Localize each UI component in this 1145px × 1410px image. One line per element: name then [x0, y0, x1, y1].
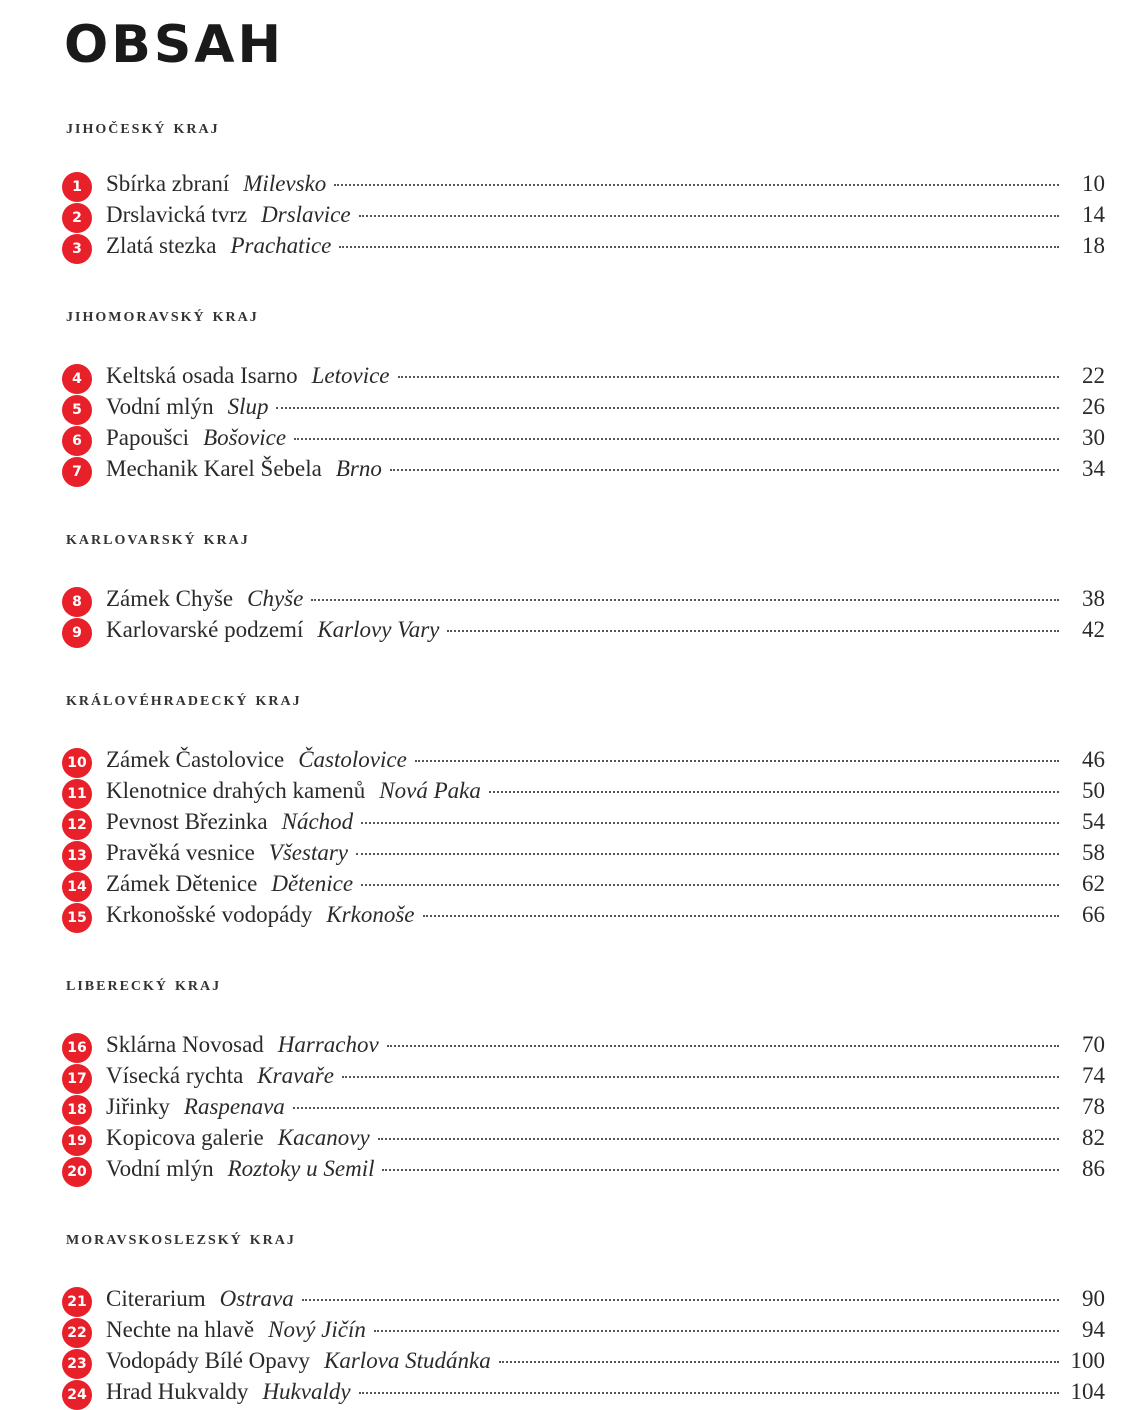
entry-location: Karlovy Vary — [317, 617, 440, 642]
entry-page-number: 70 — [1082, 1032, 1105, 1057]
entry-title: Zlatá stezka — [106, 233, 217, 258]
entry-location: Drslavice — [261, 202, 351, 227]
dot-leader — [359, 215, 1059, 217]
entry-title: Karlovarské podzemí — [106, 617, 304, 642]
dot-leader — [293, 1107, 1059, 1109]
toc-entry[interactable] — [62, 747, 1105, 778]
entry-number-badge: 10 — [62, 748, 92, 778]
entry-title: Klenotnice drahých kamenů — [106, 778, 366, 803]
entry-location: Všestary — [268, 840, 349, 865]
entry-page-number: 94 — [1082, 1317, 1105, 1342]
entry-title: Mechanik Karel Šebela — [106, 456, 322, 481]
entry-number-badge: 21 — [62, 1287, 92, 1317]
dot-leader — [311, 599, 1059, 601]
entry-number-badge: 5 — [62, 395, 92, 425]
toc-entry[interactable] — [62, 394, 1105, 425]
toc-entry[interactable] — [62, 902, 1105, 933]
entry-number-badge: 11 — [62, 779, 92, 809]
entry-number-badge: 20 — [62, 1157, 92, 1187]
entry-number-badge: 24 — [62, 1380, 92, 1410]
region-section — [62, 527, 1105, 648]
dot-leader — [342, 1076, 1059, 1078]
dot-leader — [356, 853, 1059, 855]
entry-page-number: 78 — [1082, 1094, 1105, 1119]
entry-location: Brno — [335, 456, 382, 481]
toc-entry[interactable] — [62, 363, 1105, 394]
entry-title: Krkonošské vodopády — [106, 902, 313, 927]
dot-leader — [334, 184, 1059, 186]
entry-title: Keltská osada Isarno — [106, 363, 298, 388]
entry-page-number: 58 — [1082, 840, 1105, 865]
entry-location: Chyše — [247, 586, 304, 611]
entry-location: Ostrava — [219, 1286, 294, 1311]
entry-page-number: 14 — [1082, 202, 1105, 227]
entry-page-number: 66 — [1082, 902, 1105, 927]
entry-location: Letovice — [311, 363, 390, 388]
entry-page-number: 50 — [1082, 778, 1105, 803]
dot-leader — [447, 630, 1059, 632]
entry-title: Sbírka zbraní — [106, 171, 230, 196]
entry-title: Papoušci — [106, 425, 190, 450]
entry-location: Hukvaldy — [262, 1379, 351, 1404]
toc-entry[interactable] — [62, 1317, 1105, 1348]
dot-leader — [361, 884, 1059, 886]
toc-entry[interactable] — [62, 840, 1105, 871]
entry-title: Vodopády Bílé Opavy — [106, 1348, 311, 1373]
region-heading: liberecký kraj — [66, 973, 222, 995]
entry-location: Častolovice — [298, 747, 407, 772]
toc-entry[interactable] — [62, 425, 1105, 456]
entry-title: Drslavická tvrz — [106, 202, 248, 227]
entry-number-badge: 18 — [62, 1095, 92, 1125]
entry-number-badge: 9 — [62, 618, 92, 648]
entry-page-number: 86 — [1082, 1156, 1105, 1181]
entry-title: Sklárna Novosad — [106, 1032, 264, 1057]
dot-leader — [374, 1330, 1059, 1332]
entry-title: Vodní mlýn — [106, 394, 214, 419]
entry-number-badge: 16 — [62, 1033, 92, 1063]
entry-number-badge: 3 — [62, 234, 92, 264]
entry-location: Krkonoše — [326, 902, 415, 927]
region-heading: jihočeský kraj — [66, 116, 220, 138]
region-heading: karlovarský kraj — [66, 527, 250, 549]
dot-leader — [378, 1138, 1059, 1140]
region-section — [62, 116, 1105, 264]
toc-entry[interactable] — [62, 1063, 1105, 1094]
toc-entry[interactable] — [62, 809, 1105, 840]
region-section — [62, 1227, 1105, 1410]
dot-leader — [489, 791, 1059, 793]
entry-list — [62, 1286, 1105, 1410]
dot-leader — [294, 438, 1059, 440]
entry-number-badge: 23 — [62, 1349, 92, 1379]
dot-leader — [361, 822, 1059, 824]
entry-number-badge: 14 — [62, 872, 92, 902]
region-heading: moravskoslezský kraj — [66, 1227, 296, 1249]
entry-title: Pevnost Březinka — [106, 809, 268, 834]
entry-page-number: 62 — [1082, 871, 1105, 896]
entry-location: Dětenice — [271, 871, 354, 896]
entry-page-number: 18 — [1082, 233, 1105, 258]
entry-page-number: 10 — [1082, 171, 1105, 196]
entry-number-badge: 7 — [62, 457, 92, 487]
entry-page-number: 46 — [1082, 747, 1105, 772]
toc-entry[interactable] — [62, 778, 1105, 809]
toc-entry[interactable] — [62, 1032, 1105, 1063]
entry-number-badge: 12 — [62, 810, 92, 840]
entry-list — [62, 1032, 1105, 1187]
entry-location: Karlova Studánka — [324, 1348, 491, 1373]
entry-title: Zámek Častolovice — [106, 747, 285, 772]
entry-location: Náchod — [281, 809, 354, 834]
entry-number-badge: 1 — [62, 172, 92, 202]
dot-leader — [499, 1361, 1059, 1363]
entry-location: Slup — [227, 394, 269, 419]
entry-title: Kopicova galerie — [106, 1125, 264, 1150]
entry-number-badge: 19 — [62, 1126, 92, 1156]
entry-page-number: 38 — [1082, 586, 1105, 611]
entry-list — [62, 171, 1105, 264]
toc-entry[interactable] — [62, 202, 1105, 233]
entry-title: Zámek Dětenice — [106, 871, 258, 896]
entry-number-badge: 8 — [62, 587, 92, 617]
toc-entry[interactable] — [62, 1125, 1105, 1156]
toc-entry[interactable] — [62, 1156, 1105, 1187]
toc-entry[interactable] — [62, 586, 1105, 617]
dot-leader — [398, 376, 1059, 378]
entry-location: Milevsko — [243, 171, 327, 196]
entry-number-badge: 15 — [62, 903, 92, 933]
page-title: OBSAH — [64, 15, 285, 75]
entry-page-number: 74 — [1082, 1063, 1105, 1088]
entry-page-number: 42 — [1082, 617, 1105, 642]
dot-leader — [390, 469, 1059, 471]
entry-list — [62, 363, 1105, 487]
entry-title: Hrad Hukvaldy — [106, 1379, 249, 1404]
region-heading: královéhradecký kraj — [66, 688, 302, 710]
entry-location: Roztoky u Semil — [227, 1156, 375, 1181]
entry-title: Jiřinky — [106, 1094, 170, 1119]
entry-location: Nový Jičín — [268, 1317, 366, 1342]
dot-leader — [276, 407, 1059, 409]
toc-entry[interactable] — [62, 456, 1105, 487]
region-section — [62, 688, 1105, 933]
entry-page-number: 104 — [1070, 1379, 1105, 1404]
dot-leader — [387, 1045, 1059, 1047]
entry-page-number: 30 — [1082, 425, 1105, 450]
entry-list — [62, 747, 1105, 933]
region-heading: jihomoravský kraj — [66, 304, 259, 326]
dot-leader — [382, 1169, 1059, 1171]
entry-title: Pravěká vesnice — [106, 840, 255, 865]
entry-location: Kacanovy — [277, 1125, 370, 1150]
entry-number-badge: 6 — [62, 426, 92, 456]
dot-leader — [302, 1299, 1059, 1301]
entry-title: Vísecká rychta — [106, 1063, 244, 1088]
entry-title: Citerarium — [106, 1286, 206, 1311]
toc-entry[interactable] — [62, 1379, 1105, 1410]
entry-title: Zámek Chyše — [106, 586, 234, 611]
region-section — [62, 973, 1105, 1187]
dot-leader — [359, 1392, 1059, 1394]
toc-entry[interactable] — [62, 171, 1105, 202]
toc-sections — [62, 116, 1105, 1410]
entry-number-badge: 17 — [62, 1064, 92, 1094]
entry-number-badge: 22 — [62, 1318, 92, 1348]
toc-entry[interactable] — [62, 871, 1105, 902]
entry-number-badge: 2 — [62, 203, 92, 233]
toc-entry[interactable] — [62, 1286, 1105, 1317]
toc-entry[interactable] — [62, 233, 1105, 264]
entry-page-number: 22 — [1082, 363, 1105, 388]
toc-entry[interactable] — [62, 1094, 1105, 1125]
entry-location: Nová Paka — [379, 778, 481, 803]
entry-location: Harrachov — [277, 1032, 379, 1057]
toc-entry[interactable] — [62, 617, 1105, 648]
entry-title: Nechte na hlavě — [106, 1317, 255, 1342]
entry-page-number: 82 — [1082, 1125, 1105, 1150]
toc-entry[interactable] — [62, 1348, 1105, 1379]
entry-list — [62, 586, 1105, 648]
dot-leader — [415, 760, 1059, 762]
entry-number-badge: 13 — [62, 841, 92, 871]
entry-location: Bošovice — [203, 425, 287, 450]
entry-page-number: 26 — [1082, 394, 1105, 419]
entry-location: Prachatice — [230, 233, 332, 258]
entry-location: Kravaře — [257, 1063, 334, 1088]
dot-leader — [423, 915, 1059, 917]
entry-page-number: 54 — [1082, 809, 1105, 834]
entry-number-badge: 4 — [62, 364, 92, 394]
entry-location: Raspenava — [183, 1094, 285, 1119]
entry-title: Vodní mlýn — [106, 1156, 214, 1181]
entry-page-number: 90 — [1082, 1286, 1105, 1311]
entry-page-number: 34 — [1082, 456, 1105, 481]
entry-page-number: 100 — [1070, 1348, 1105, 1373]
dot-leader — [339, 246, 1059, 248]
region-section — [62, 304, 1105, 487]
